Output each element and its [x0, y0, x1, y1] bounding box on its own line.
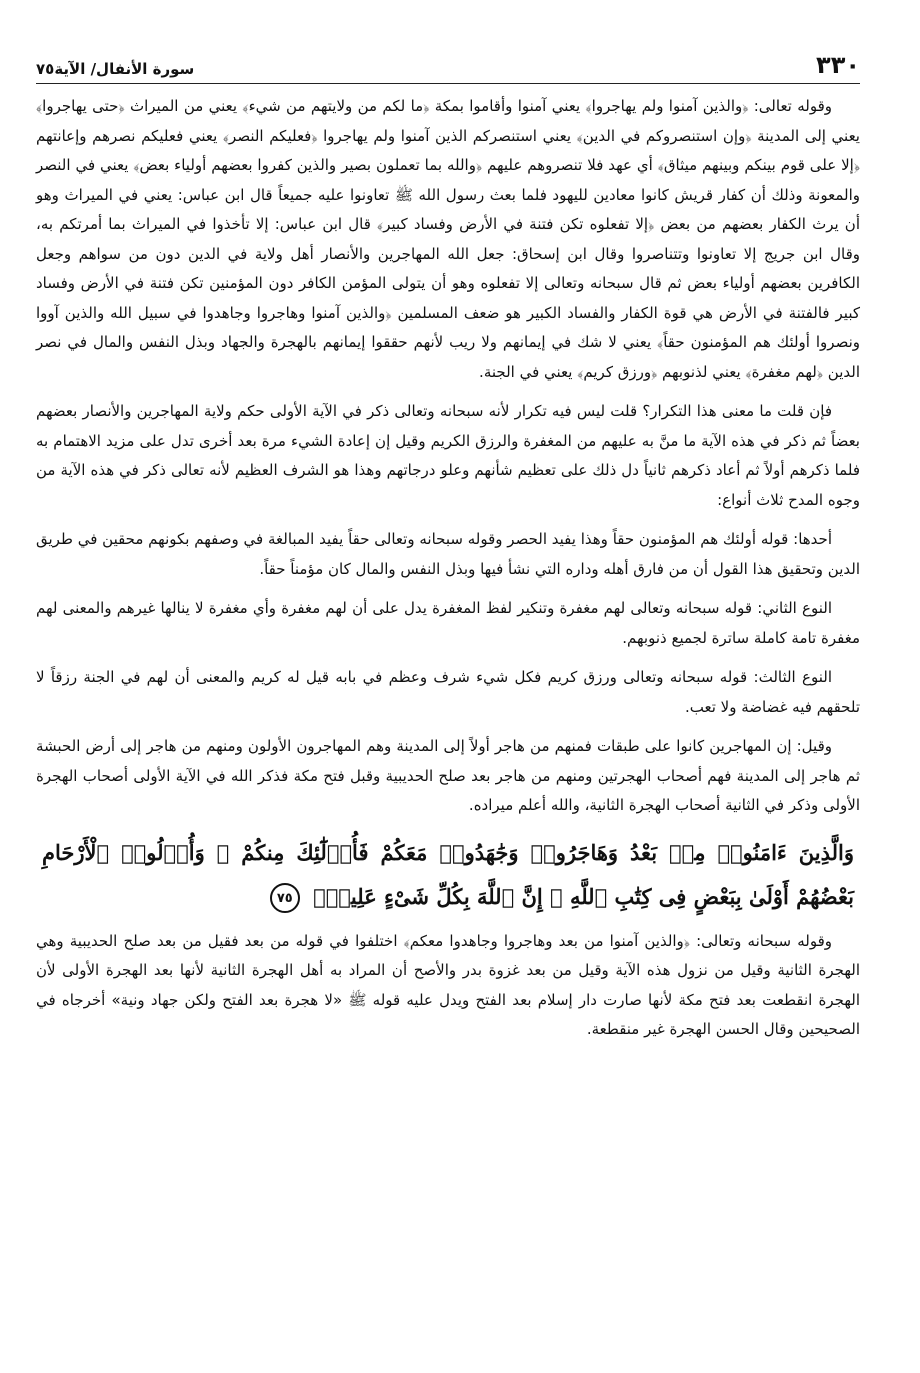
surah-reference: سورة الأنفال/ الآية٧٥ [36, 60, 195, 78]
commentary-paragraph: النوع الثالث: قوله سبحانه وتعالى ورزق كريم فكل شيء شرف وعظم في بابه قيل له كريم والمعنى أن لهم في الجنة رزقاً لا تلحقهم فيه غضاضة ولا تعب. [36, 668, 860, 716]
page-header [36, 44, 860, 84]
commentary-paragraph: النوع الثاني: قوله سبحانه وتعالى لهم مغفرة وتنكير لفظ المغفرة يدل على أن لهم مغفرة وأي مغفرة لا ينالها غيرهم والمعنى لهم مغفرة تامة كاملة ساترة لجميع ذنوبهم. [36, 599, 860, 647]
commentary-paragraph: وقوله سبحانه وتعالى: ﴿والذين آمنوا من بعد وهاجروا وجاهدوا معكم﴾ اختلفوا في قوله من بعد فقيل من بعد صلح الحديبية وهي الهجرة الثانية وقيل من نزول هذه الآية وقيل من بعد غزوة بدر والأصح أن المراد به أهل الهجرة الثانية لأنها بعد الهجرة الأولى لأن الهجرة انقطعت بعد فتح مكة لأنها صارت دار إسلام بعد الفتح ويدل عليه قوله ﷺ «لا هجرة بعد الفتح ولكن جهاد ونية» أخرجاه في الصحيحين وقال الحسن الهجرة غير منقطعة. [36, 931, 860, 1038]
commentary-paragraph: فإن قلت ما معنى هذا التكرار؟ قلت ليس فيه تكرار لأنه سبحانه وتعالى ذكر في الآية الأولى حكم ولاية المهاجرين والأنصار بعضهم بعضاً ثم ذكر في هذه الآية ما منَّ به عليهم من المغفرة والرزق الكريم وقيل إن إعادة الشيء مرة بعد أخرى تدل على مزيد الاهتمام به فلما ذكرهم أولاً ثم أعاد ذكرهم ثانياً دل ذلك على تعظيم شأنهم وعلو درجاتهم وهذا هو الشرف العظيم لأنه تعالى ذكر في هذه الآية من وجوه المدح ثلاث أنواع: [36, 402, 860, 509]
page-number: ٣٣٠ [816, 51, 860, 79]
commentary-paragraph: وقيل: إن المهاجرين كانوا على طبقات فمنهم من هاجر أولاً إلى المدينة وهم المهاجرون الأولون ومنهم من هاجر إلى أرض الحبشة ثم هاجر إلى المدينة فهم أصحاب الهجرتين ومنهم من هاجر بعد صلح الحديبية وقبل فتح مكة فذكر الله في الآية الأولى أصحاب الهجرة الأولى وذكر في الثانية أصحاب الهجرة الثانية، والله أعلم ميراده. [36, 737, 860, 814]
verse-text: وَالَّذِينَ ءَامَنُوا۟ مِنۢ بَعْدُ وَهَاجَرُوا۟ وَجَٰهَدُوا۟ مَعَكُمْ فَأُو۟لَٰٓئِكَ مِنكُمْ ۚ وَأُو۟لُوا۟ ٱلْأَرْحَامِ بَعْضُهُمْ أَوْلَىٰ بِبَعْضٍ فِى كِتَٰبِ ٱللَّهِ ۗ إِنَّ ٱللَّهَ بِكُلِّ شَىْءٍ عَلِيمٌۢ [42, 839, 854, 909]
commentary-paragraph: أحدها: قوله أولئك هم المؤمنون حقاً وهذا يفيد الحصر وقوله سبحانه وتعالى حقاً يفيد المبالغة في وصفهم بكونهم محقين في طريق الدين وتحقيق هذا القول أن من فارق أهله وداره التي نشأ فيها وبذل النفس والمال كان مؤمناً حقاً. [36, 530, 860, 578]
verse-number-marker: ٧٥ [270, 883, 300, 913]
commentary-paragraph: وقوله تعالى: ﴿والذين آمنوا ولم يهاجروا﴾ يعني آمنوا وأقاموا بمكة ﴿ما لكم من ولايتهم من شيء﴾ يعني من الميراث ﴿حتى يهاجروا﴾ يعني إلى المدينة ﴿وإن استنصروكم في الدين﴾ يعني استنصركم الذين آمنوا ولم يهاجروا ﴿فعليكم النصر﴾ يعني فعليكم نصرهم وإعانتهم ﴿إلا على قوم بينكم وبينهم ميثاق﴾ أي عهد فلا تنصروهم عليهم ﴿والله بما تعملون بصير والذين كفروا بعضهم أولياء بعض﴾ يعني في النصر والمعونة وذلك أن كفار قريش كانوا معادين لليهود فلما بعث رسول الله ﷺ تعاونوا عليه جميعاً قال ابن عباس: يعني في الميراث وهو أن يرث الكفار بعضهم من بعض ﴿إلا تفعلوه تكن فتنة في الأرض وفساد كبير﴾ قال ابن عباس: إلا تأخذوا في الميراث بما أمرتكم به، وقال ابن جريج إلا تعاونوا وتتناصروا وقال ابن إسحاق: جعل الله المهاجرين والأنصار أهل ولاية في الدين دون من سواهم وجعل الكافرين بعضهم أولياء بعض ثم قال سبحانه وتعالى إلا تفعلوه وهو أن يتولى المؤمن الكافر دون المؤمنين تكن فتنة في الأرض وفساد كبير فالفتنة في الأرض هي قوة الكفار والفساد الكبير هو ضعف المسلمين ﴿والذين آمنوا وهاجروا وجاهدوا في سبيل الله والذين آووا ونصروا أولئك هم المؤمنون حقاً﴾ يعني لا شك في إيمانهم ولا ريب لأنهم حققوا إيمانهم بالهجرة والجهاد وبذل النفس والمال في نصر الدين ﴿لهم مغفرة﴾ يعني لذنوبهم ﴿ورزق كريم﴾ يعني في الجنة. [36, 97, 860, 381]
page-content [36, 92, 860, 1045]
quran-verse [42, 831, 854, 919]
